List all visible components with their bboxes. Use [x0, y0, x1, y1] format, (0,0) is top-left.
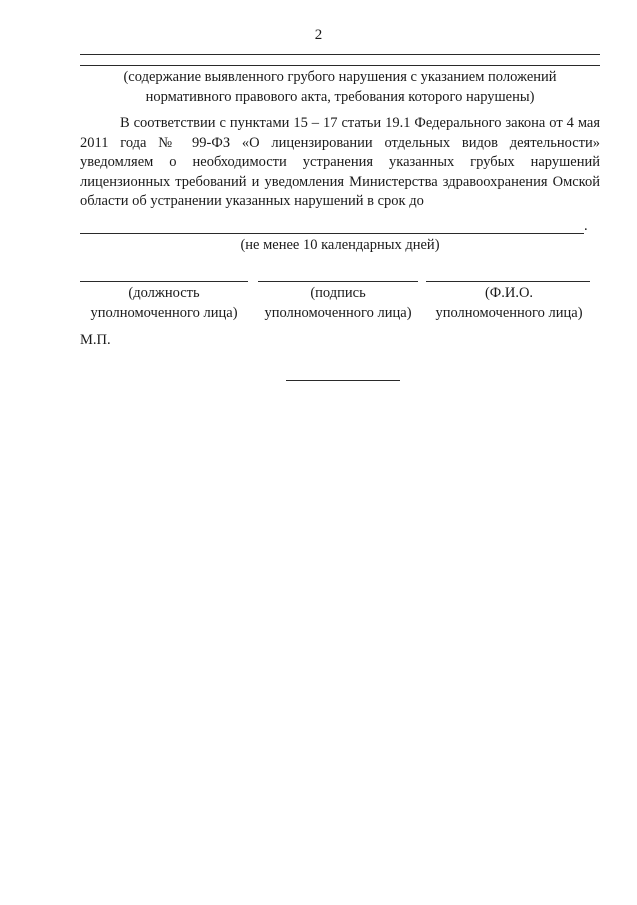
stamp-label: М.П. — [80, 332, 111, 348]
signature-caption-name — [420, 283, 598, 323]
deadline-caption: (не менее 10 календарных дней) — [240, 237, 440, 253]
signature-caption-position-line-1: (должность — [128, 285, 200, 301]
signature-caption-signature — [250, 283, 426, 323]
signature-line-position — [80, 281, 248, 282]
violation-line-2 — [80, 65, 600, 66]
signature-line-signature — [258, 281, 418, 282]
page-number: 2 — [314, 27, 323, 43]
signature-caption-name-line-1: (Ф.И.О. — [484, 285, 534, 301]
closing-separator — [286, 380, 400, 381]
violation-caption — [80, 67, 600, 107]
signature-caption-position-line-2: уполномоченного лица) — [90, 305, 238, 321]
signature-caption-name-line-2: уполномоченного лица) — [435, 305, 583, 321]
signature-caption-signature-line-2: уполномоченного лица) — [264, 305, 412, 321]
deadline-line — [80, 233, 584, 234]
signature-caption-position — [72, 283, 256, 323]
notice-paragraph: В соответствии с пунктами 15 – 17 статьи 19.1 Федерального закона от 4 мая 2011 года № 99-ФЗ «О лицензировании отдельных видов деятельности» уведомляем о необходимости устранения указанных грубых нарушений лицензионных требований и уведомления Министерства здравоохранения Омской области об устранении указанных нарушений в срок до — [80, 115, 600, 210]
signature-caption-signature-line-1: (подпись — [310, 285, 366, 301]
violation-caption-line-1: (содержание выявленного грубого нарушения с указанием положений — [123, 69, 557, 85]
signature-line-name — [426, 281, 590, 282]
violation-line-1 — [80, 54, 600, 55]
deadline-end-mark: . — [584, 218, 588, 234]
violation-caption-line-2: нормативного правового акта, требования которого нарушены) — [145, 89, 535, 105]
